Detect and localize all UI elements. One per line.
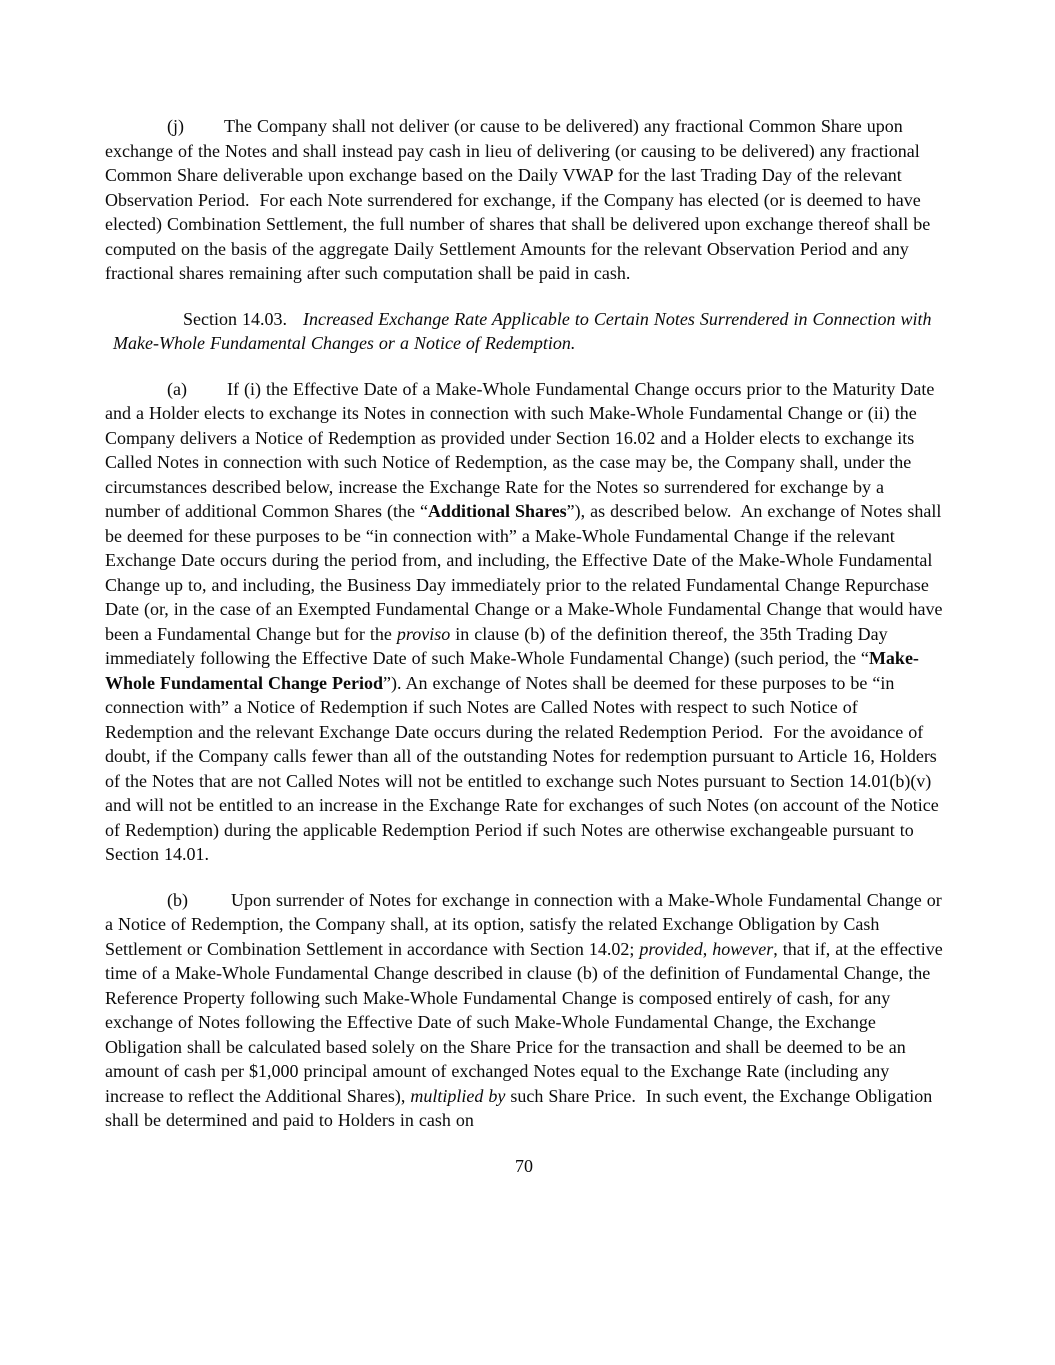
paragraph-b — [105, 888, 948, 1133]
page-number: 70 — [515, 1155, 533, 1176]
paragraph-a — [105, 377, 948, 867]
text-run: Increased Exchange Rate Applicable to Certain Notes Surrendered in Connection with Make-Whole Fundamental Changes or a Notice of Redemption. — [113, 308, 937, 353]
text-run: ”), as described below. An exchange of Notes shall be deemed for these purposes to be “in connection with” a Make-Whole Fundamental Change if the relevant Exchange Date occurs during the period from, and including, the Effective Date of the Make-Whole Fundamental Change up to, and including, the Business Day immediately prior to the related Fundamental Change Repurchase Date (or, in the case of an Exempted Fundamental Change or a Make-Whole Fundamental Change that would have been a Fundamental Change but for the — [105, 501, 948, 644]
text-run: (j) — [167, 116, 184, 136]
text-run: The Company shall not deliver (or cause to be delivered) any fractional Common Share upon exchange of the Notes and shall instead pay cash in lieu of delivering (or causing to be delivered) any fractional Common Share deliverable upon exchange based on the Daily VWAP for the last Trading Day of the relevant Observation Period. For each Note surrendered for exchange, if the Company has elected (or is deemed to have elected) Combination Settlement, the full number of shares that shall be delivered upon exchange thereof shall be computed on the basis of the aggregate Daily Settlement Amounts for the relevant Observation Period and any fractional shares remaining after such computation shall be paid in cash. — [105, 116, 936, 283]
section-heading-14-03 — [113, 307, 943, 356]
text-run: , — [702, 938, 713, 959]
text-run: If (i) the Effective Date of a Make-Whole Fundamental Change occurs prior to the Maturity Date and a Holder elects to exchange its Notes in connection with such Make-Whole Fundamental Change or (ii) the Company delivers a Notice of Redemption as provided under Section 16.02 and a Holder elects to exchange its Called Notes in connection with such Notice of Redemption, as the case may be, the Company shall, under the circumstances described below, increase the Exchange Rate for the Notes so surrendered for exchange by a number of additional Common Shares (the “ — [105, 378, 940, 521]
text-run: provided — [639, 938, 703, 959]
text-run: proviso — [396, 623, 451, 644]
paragraph-j — [105, 114, 943, 286]
text-run: Section 14.03. — [183, 308, 287, 329]
text-run: in clause (b) of the definition thereof, the 35th Trading Day immediately following the Effective Date of such Make-Whole Fundamental Change) (such period, the “ — [105, 623, 893, 668]
text-run: such Share Price. In such event, the Exchange Obligation shall be determined and paid to Holders in cash on — [105, 1085, 938, 1130]
text-run: multiplied by — [410, 1085, 506, 1106]
text-run: Additional Shares — [427, 501, 567, 521]
text-run: , that if, at the effective time of a Make-Whole Fundamental Change described in clause (b) of the definition of Fundamental Change, the Reference Property following such Make-Whole Fundamental Change is composed entirely of cash, for any exchange of Notes following the Effective Date of such Make-Whole Fundamental Change, the Exchange Obligation shall be calculated based solely on the Share Price for the transaction and shall be deemed to be an amount of cash per $1,000 principal amount of exchanged Notes equal to the Exchange Rate (including any increase to reflect the Additional Shares), — [105, 938, 948, 1106]
text-run: however — [712, 938, 774, 959]
text-run: ”). An exchange of Notes shall be deemed for these purposes to be “in connection with” a Notice of Redemption if such Notes are Called Notes with respect to such Notice of Redemption and the relevant Exchange Date occurs during the related Redemption Period. For the avoidance of doubt, if the Company calls fewer than all of the outstanding Notes for redemption pursuant to Article 16, Holders of the Notes that are not Called Notes will not be entitled to exchange such Notes pursuant to Section 14.01(b)(v) and will not be entitled to an increase in the Exchange Rate for exchanges of such Notes (on account of the Notice of Redemption) during the applicable Redemption Period if such Notes are otherwise exchangeable pursuant to Section 14.01. — [105, 672, 944, 864]
text-run: (a) — [167, 378, 187, 399]
document-body — [105, 114, 948, 1133]
text-run: Make-Whole Fundamental Change Period — [105, 648, 919, 693]
text-run: Upon surrender of Notes for exchange in connection with a Make-Whole Fundamental Change or a Notice of Redemption, the Company shall, at its option, satisfy the related Exchange Obligation by Cash Settlement or Combination Settlement in accordance with Section 14.02; — [105, 889, 947, 959]
text-run: (b) — [167, 889, 188, 910]
